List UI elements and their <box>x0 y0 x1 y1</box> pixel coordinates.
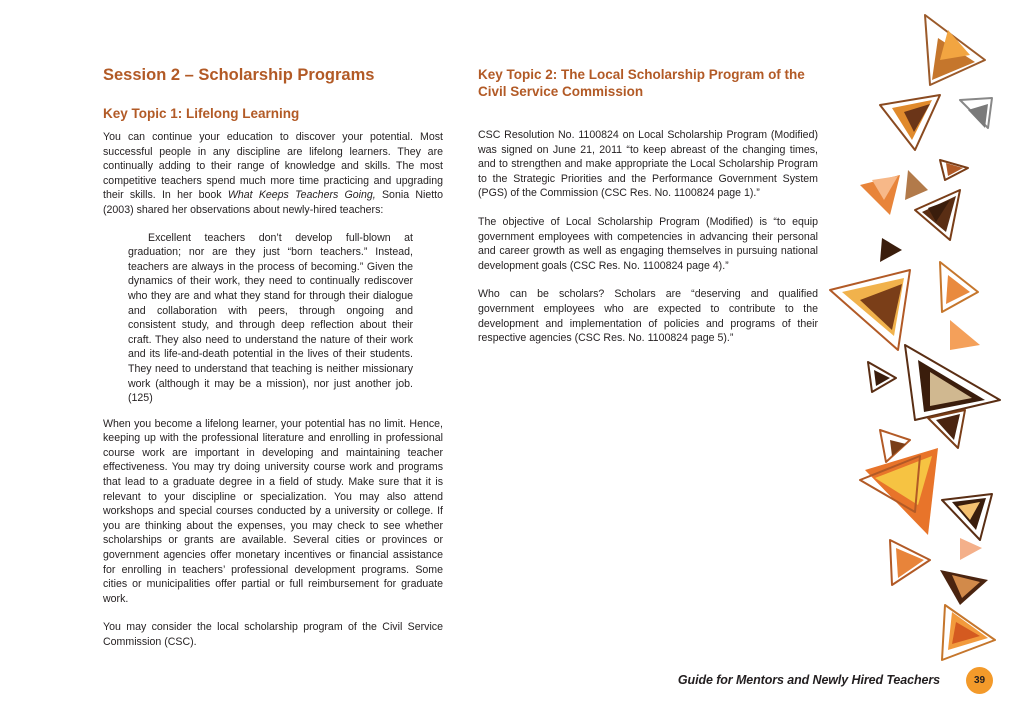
block-quote: Excellent teachers don’t develop full-blown at graduation; nor are they just “born teachers.” Instead, teachers are always in the process of becoming.” Given the dynamics of their work, they need to continually rediscover who they are and what they stand for through their dialogue and collaboration with peers, through ongoing and consistent study, and through deep reflection about their craft. They also need to understand the nature of their work and its life-and-death potential in the lives of their students. They need to understand that teaching is neither missionary work (although it may be a mission), nor just another job. (125) <box>128 231 413 405</box>
topic1-heading: Key Topic 1: Lifelong Learning <box>103 106 300 121</box>
left-column <box>103 62 443 650</box>
csc-resolution-paragraph: CSC Resolution No. 1100824 on Local Scholarship Program (Modified) was signed on June 21, 2011 “to keep abreast of the changing times, and to strengthen and make appropriate the Local Scholarship Program to the Strategic Priorities and the Performance Government System (PGS) of the Commission (CSC Res. No. 1100824 page 1).” <box>478 129 818 200</box>
lifelong-learner-paragraph: When you become a lifelong learner, your potential has no limit. Hence, keeping up with the professional literature and enrolling in professional course work are important in developing and maintaining teacher effectiveness. You may try doing university course work and programs that lead to a graduate degree in a field of study. Make sure that it is relevant to your discipline or specialization. You may also attend workshops and special courses conducted by a university or college. If you are thinking about the expenses, you may check to see whether scholarships or grants are available. Several cities or provinces or government agencies offer monetary incentives or financial assistance for enrolling in teachers’ professional development programs. Some cities or municipalities offer partial or full reimbursement for graduate work. <box>103 417 443 605</box>
objective-paragraph: The objective of Local Scholarship Program (Modified) is “to equip government employees with competencies in advancing their personal and career growth as well as engaging themselves in pursuing national development goals (CSC Res. No. 1100824 page 4).” <box>478 215 818 272</box>
right-column <box>478 62 818 346</box>
scholars-paragraph: Who can be scholars? Scholars are “deserving and qualified government employees who are expected to contribute to the development and implementation of policies and programs of their respective agencies (CSC Res. No. 1100824 page 5).” <box>478 288 818 345</box>
intro-text-b: Sonia Nietto (2003) shared her observations about newly-hired teachers: <box>103 189 444 216</box>
intro-text-a: You can continue your education to discover your potential. Most successful people in any discipline are lifelong learners. They are continually adding to their range of knowledge and skills. The most competitive teachers spend much more time practicing and upgrading their skills. In her book <box>103 131 443 202</box>
guide-title-footer: Guide for Mentors and Newly Hired Teachers <box>677 673 940 687</box>
page-number-badge: 39 <box>966 667 993 694</box>
topic1-intro-paragraph <box>103 130 443 218</box>
book-title: What Keeps Teachers Going, <box>227 189 376 202</box>
decorative-triangles <box>820 0 1024 724</box>
topic2-heading: Key Topic 2: The Local Scholarship Program of the Civil Service Commission <box>478 67 805 99</box>
session-title: Session 2 – Scholarship Programs <box>103 66 375 84</box>
csc-consider-paragraph: You may consider the local scholarship program of the Civil Service Commission (CSC). <box>103 621 443 648</box>
